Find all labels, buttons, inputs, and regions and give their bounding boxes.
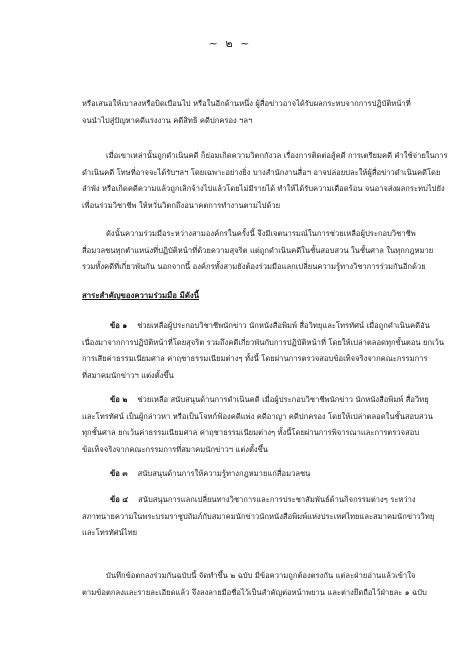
- text-line: ดังนั้นความร่วมมือระหว่างสามองค์กรในครั้งนี้ จึงมีเจตนารมณ์ในการช่วยเหลือผู้ประกอบวิชาชีพ: [106, 229, 416, 238]
- text-line: สื่อมวลชนทุกตำแหน่งที่ปฏิบัติหน้าที่ด้วยความสุจริต แต่ถูกดำเนินคดีในชั้นสอบสวน ในชั้นศาล ในทุกกฎหมาย: [82, 245, 434, 255]
- text-line: ที่สมาคมนักข่าวฯ แต่งตั้งขึ้น: [82, 370, 174, 380]
- text-line: และโทรทัศน์ไทย: [82, 528, 138, 537]
- text-line: สนับสนุนด้านการให้ความรู้ทางกฎหมายแก่สื่อมวลชน: [137, 469, 311, 478]
- text-line: เมื่อเขาเหล่านั้นถูกดำเนินคดี ก็ย่อมเกิดความวิตกกังวล เรื่องการติดต่อสู้คดี การเตรียมคดี คำใช้จ่ายในการ: [106, 151, 448, 160]
- clause-first-line: [82, 392, 429, 409]
- clause-4: [82, 492, 435, 542]
- clause-first-line: [82, 318, 430, 335]
- section-heading: สาระสำคัญของความร่วมมือ มีดังนี้: [82, 291, 200, 300]
- text-line: สภาทนายความในพระบรมราชูปถัมภ์กับสมาคมนักข่าวนักหนังสือพิมพ์แห่งประเทศไทยและสมาคมนักข่าววิทยุ: [82, 511, 435, 521]
- clause-first-line: [82, 492, 416, 509]
- text-line: ดำเนินคดี โทษที่อาจจะได้รับฯลฯ โดยเฉพาะอย่างยิ่ง บางสำนักงานสื่อฯ อาจปล่อยปละให้ผู้สื่อข่าวดำเนินคดีโดย: [82, 167, 441, 177]
- clause-number: ข้อ ๔: [110, 495, 129, 504]
- clause-first-line: [82, 466, 400, 483]
- text-line: รวมทั้งคดีที่เกี่ยวพันกัน นอกจากนี้ องค์กรทั้งสามยังต้องร่วมมือแลกเปลี่ยนความรู้ทางวิชาการร่วมกันอีกด้วย: [82, 262, 426, 271]
- text-line: การเสียค่าธรรมเนียมศาล ค่าฤชาธรรมเนียมต่างๆ ทั้งนี้ โดยผ่านการตรวจสอบข้อเท็จจริงจากคณะกรรมการ: [82, 354, 428, 363]
- clause-1: [82, 318, 445, 384]
- clause-number: ข้อ ๒: [110, 395, 128, 404]
- clause-number: ข้อ ๑: [110, 321, 128, 330]
- text-line: ข้อเท็จจริงจากคณะกรรมการที่สมาคมนักข่าวฯ แต่งตั้งขึ้น: [82, 444, 268, 454]
- clause-3: [82, 466, 400, 483]
- paragraph-cooperation-intent: [82, 226, 434, 276]
- text-line: เพื่อนร่วมวิชาชีพ ให้หวั่นวิตกถึงอนาคตการทำงานตามไปด้วย: [82, 200, 281, 210]
- text-line: ช่วยเหลือผู้ประกอบวิชาชีพนักข่าว นักหนังสือพิมพ์ สื่อวิทยุและโทรทัศน์ เมื่อถูกดำเนินคดีอัน: [137, 321, 430, 330]
- page-number: ~ ๒ ~: [208, 37, 252, 50]
- text-line: หรือเสนอให้เบาลงหรือบิดเบือนไป หรือในอีกด้านหนึ่ง ผู้สื่อข่าวอาจได้รับผลกระทบจากการปฏิบัติหน้าที่: [82, 99, 411, 108]
- text-line: ช่วยเหลือ สนับสนุนด้านการดำเนินคดี เมื่อผู้ประกอบวิชาชีพนักข่าว นักหนังสือพิมพ์ สื่อวิทยุ: [137, 395, 429, 404]
- text-line: ตามข้อตกลงและรายละเอียดแล้ว จึงลงลายมือชื่อไว้เป็นสำคัญต่อหน้าพยาน และต่างยึดถือไว้ฝ่ายละ ๑ ฉบับ: [82, 587, 427, 597]
- text-line: จนนำไปสู่ปัญหาคดีแรงงาน คดีสิทธิ คดีปกครอง ฯลฯ: [82, 115, 253, 125]
- text-line: ลำพัง หรือเกิดคดีความแล้วถูกเลิกจ้างไปแล้วโดยไม่มีรายได้ ทำให้ได้รับความเดือดร้อน จนอาจส่งผลกระทบไปยัง: [82, 184, 445, 193]
- clause-2: [82, 392, 433, 458]
- text-line: ทุกชั้นศาล ยกเว้นค่าธรรมเนียมศาล ค่าฤชาธรรมเนียมต่างๆ ทั้งนี้โดยผ่านการพิจารณาและการตรวจสอบ: [82, 428, 420, 437]
- paragraph-litigation-concerns: [82, 148, 448, 214]
- text-line: เนื่องมาจากการปฏิบัติหน้าที่โดยสุจริต รวมถึงคดีเกี่ยวพันกับการปฏิบัติหน้าที่ โดยให้เปล่าตลอดทุกขั้นตอน ยกเว้น: [82, 337, 445, 347]
- text-line: บันทึกข้อตกลงร่วมกันฉบับนี้ จัดทำขึ้น ๒ ฉบับ มีข้อความถูกต้องตรงกัน แต่ละฝ่ายอ่านแล้วเข้าใจ: [106, 571, 416, 580]
- clause-number: ข้อ ๓: [110, 469, 128, 478]
- text-line: และโทรทัศน์ เป็นผู้กล่าวหา หรือเป็นโจทก์ฟ้องคดีแพ่ง คดีอาญา คดีปกครอง โดยให้เปล่าตลอดในชั้นสอบสวน: [82, 411, 433, 421]
- intro-paragraph: [82, 96, 411, 129]
- text-line: สนับสนุนการแลกเปลี่ยนทางวิชาการและการประชาสัมพันธ์ด้านกิจกรรมต่างๆ ระหว่าง: [138, 495, 416, 504]
- closing-paragraph: [82, 568, 427, 601]
